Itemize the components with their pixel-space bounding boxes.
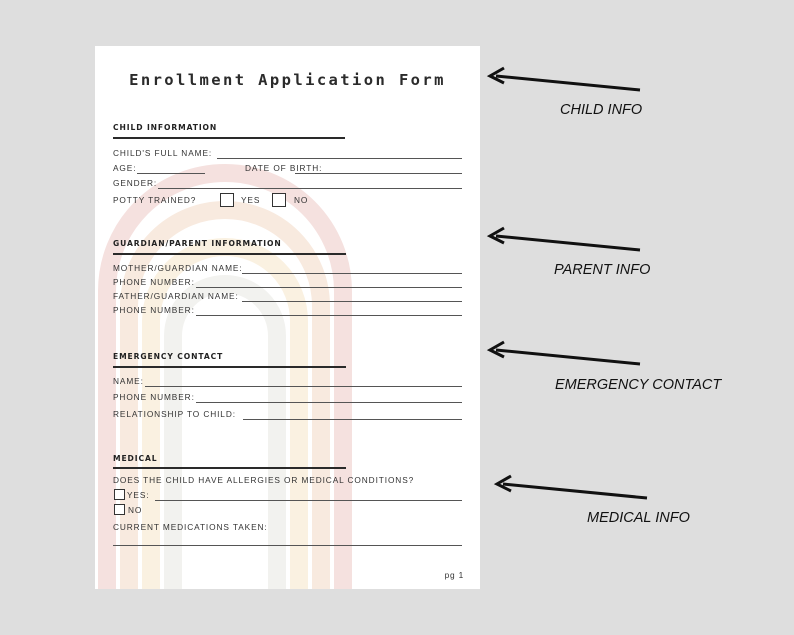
potty-no-label: NO: [294, 195, 309, 205]
emergency-section-rule: [113, 366, 346, 368]
mother-name-label: MOTHER/GUARDIAN NAME:: [113, 263, 243, 273]
emergency-section-heading: EMERGENCY CONTACT: [113, 352, 224, 361]
emergency-phone-field[interactable]: [196, 402, 462, 403]
medications-label: CURRENT MEDICATIONS TAKEN:: [113, 522, 268, 532]
medications-field[interactable]: [113, 545, 462, 546]
dob-label: DATE OF BIRTH:: [245, 163, 323, 173]
allergies-no-label: NO: [128, 505, 143, 515]
age-label: AGE:: [113, 163, 137, 173]
form-title: Enrollment Application Form: [129, 71, 446, 89]
guardian-phone2-field[interactable]: [196, 315, 462, 316]
potty-trained-label: POTTY TRAINED?: [113, 195, 197, 205]
page-number: pg 1: [444, 570, 464, 580]
age-field[interactable]: [137, 173, 205, 174]
emergency-contact-callout: EMERGENCY CONTACT: [555, 377, 722, 393]
gender-field[interactable]: [158, 188, 462, 189]
guardian-section-rule: [113, 253, 346, 255]
child-info-callout: CHILD INFO: [560, 102, 643, 118]
relationship-label: RELATIONSHIP TO CHILD:: [113, 409, 236, 419]
parent-info-callout: PARENT INFO: [554, 262, 651, 278]
rainbow-arc-inner: [173, 284, 277, 589]
child-full-name-label: CHILD'S FULL NAME:: [113, 148, 213, 158]
guardian-phone1-label: PHONE NUMBER:: [113, 277, 195, 287]
medical-section-rule: [113, 467, 346, 469]
father-name-field[interactable]: [242, 301, 462, 302]
potty-yes-label: YES: [241, 195, 261, 205]
parent-info-arrow-icon: [486, 226, 646, 256]
allergies-yes-label: YES:: [127, 490, 150, 500]
gender-label: GENDER:: [113, 178, 158, 188]
form-page: [95, 46, 480, 589]
child-section-rule: [113, 137, 345, 139]
allergies-no-checkbox[interactable]: [114, 504, 125, 515]
guardian-phone1-field[interactable]: [196, 287, 462, 288]
emergency-phone-label: PHONE NUMBER:: [113, 392, 195, 402]
emergency-name-field[interactable]: [145, 386, 462, 387]
guardian-section-heading: GUARDIAN/PARENT INFORMATION: [113, 239, 282, 248]
medical-info-arrow-icon: [493, 474, 653, 504]
father-name-label: FATHER/GUARDIAN NAME:: [113, 291, 239, 301]
allergies-details-field[interactable]: [155, 500, 462, 501]
mother-name-field[interactable]: [242, 273, 462, 274]
child-section-heading: CHILD INFORMATION: [113, 123, 218, 132]
medical-section-heading: MEDICAL: [113, 454, 158, 463]
allergies-yes-checkbox[interactable]: [114, 489, 125, 500]
emergency-contact-arrow-icon: [486, 340, 646, 370]
potty-no-checkbox[interactable]: [272, 193, 286, 207]
emergency-name-label: NAME:: [113, 376, 144, 386]
child-info-arrow-icon: [486, 66, 646, 96]
dob-field[interactable]: [295, 173, 462, 174]
medical-info-callout: MEDICAL INFO: [587, 510, 690, 526]
relationship-field[interactable]: [243, 419, 462, 420]
child-full-name-field[interactable]: [217, 158, 462, 159]
allergies-question: DOES THE CHILD HAVE ALLERGIES OR MEDICAL CONDITIONS?: [113, 475, 415, 485]
potty-yes-checkbox[interactable]: [220, 193, 234, 207]
guardian-phone2-label: PHONE NUMBER:: [113, 305, 195, 315]
